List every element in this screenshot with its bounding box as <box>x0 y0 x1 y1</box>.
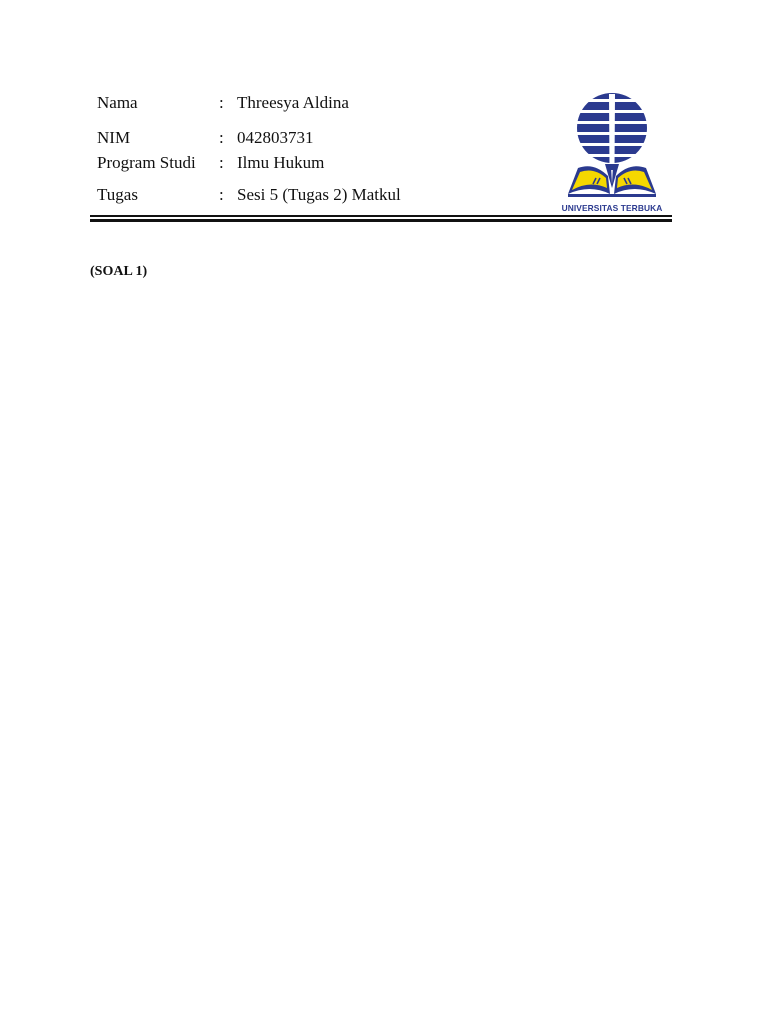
universitas-terbuka-logo <box>556 90 668 216</box>
info-value-tugas: Sesi 5 (Tugas 2) Matkul <box>237 185 401 204</box>
logo-wordmark: UNIVERSITAS TERBUKA <box>561 203 663 213</box>
info-colon: : <box>219 153 224 172</box>
section-heading: (SOAL 1) <box>90 264 148 279</box>
info-value-nama: Threesya Aldina <box>237 93 349 112</box>
info-colon: : <box>219 185 224 204</box>
info-label-nim: NIM <box>97 128 131 147</box>
logo-emblem-icon <box>556 90 668 202</box>
header-divider-thin <box>90 215 672 217</box>
info-label-tugas: Tugas <box>97 185 138 204</box>
info-value-nim: 042803731 <box>237 128 314 147</box>
header-divider-thick <box>90 219 672 222</box>
info-colon: : <box>219 128 224 147</box>
info-label-program-studi: Program Studi <box>97 153 196 172</box>
info-value-program-studi: Ilmu Hukum <box>237 153 325 172</box>
info-colon: : <box>219 93 224 112</box>
info-label-nama: Nama <box>97 93 138 112</box>
